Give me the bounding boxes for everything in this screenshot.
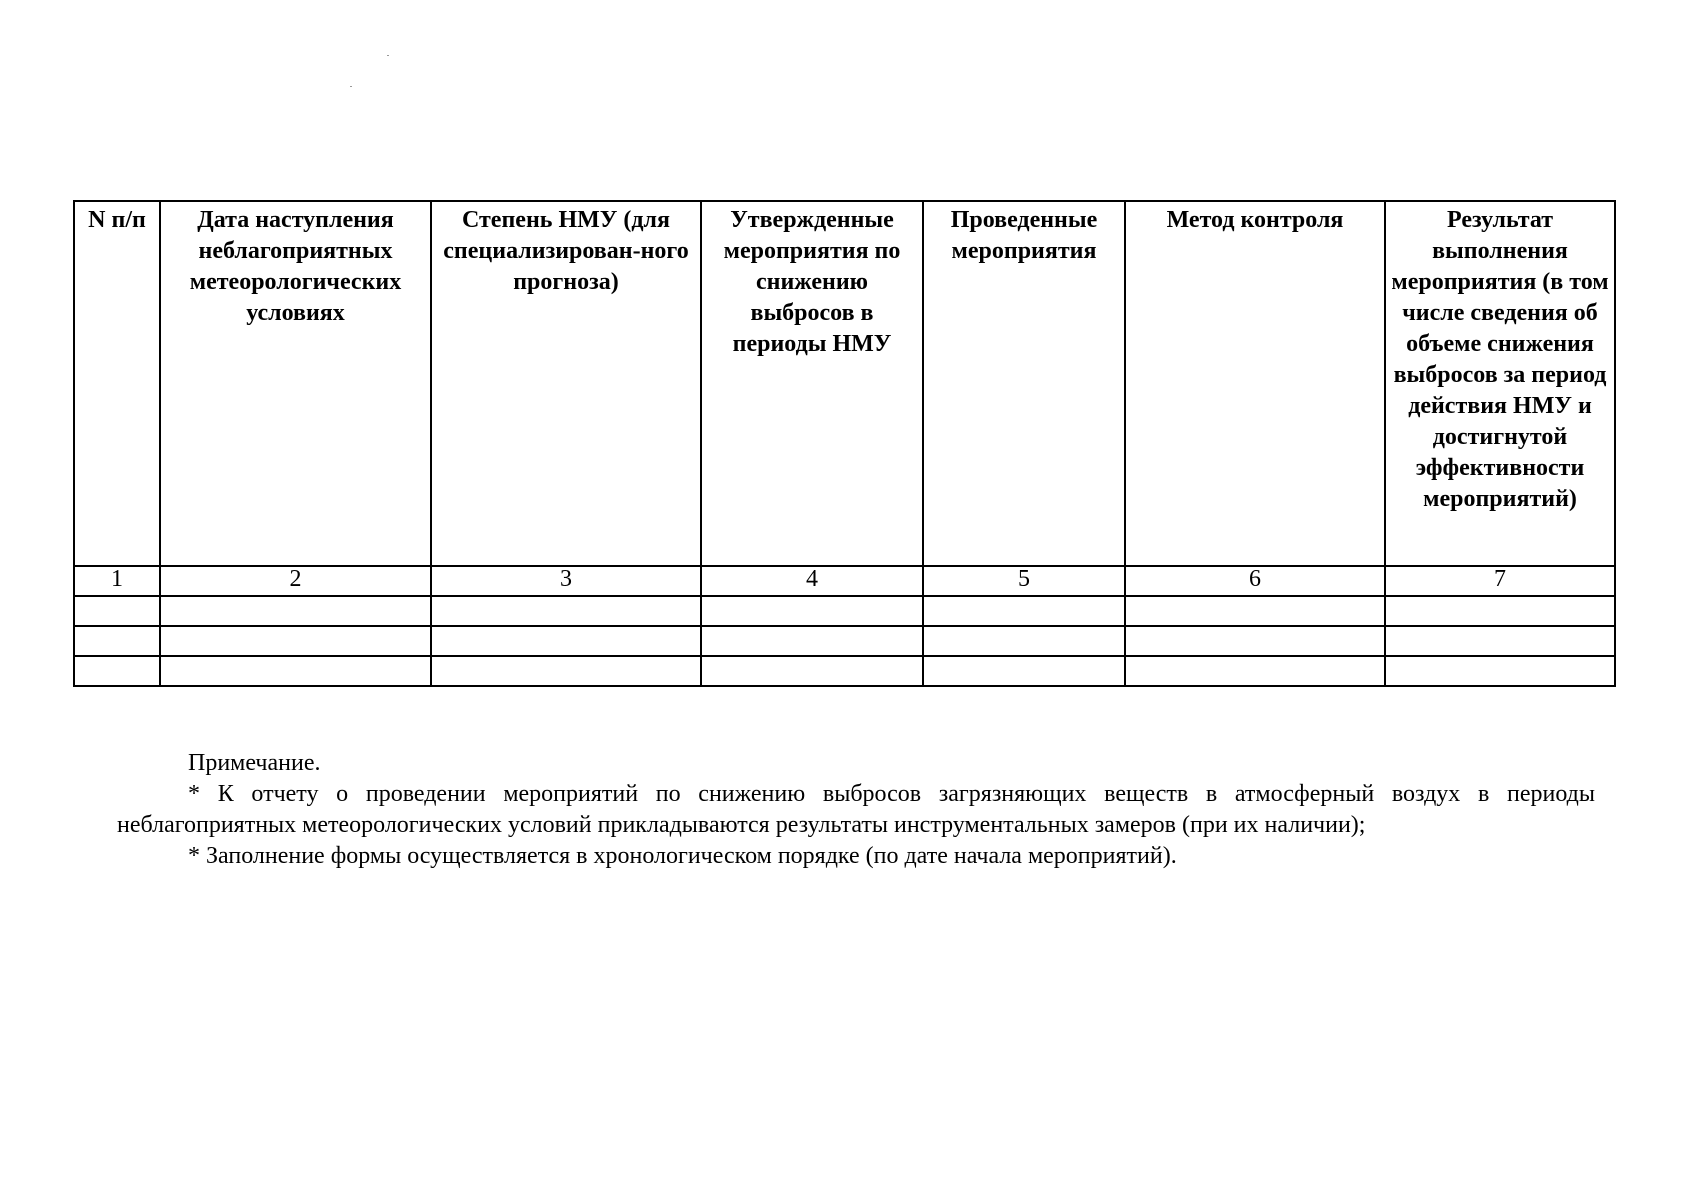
empty-table-row: [74, 656, 1615, 686]
empty-cell: [1125, 596, 1385, 626]
empty-cell: [1385, 656, 1615, 686]
header-cell-result: Результат выполнения мероприятия (в том числе сведения об объеме снижения выбросов за период действия НМУ и достигнутой эффективности мероприятий): [1385, 201, 1615, 566]
column-number: 7: [1385, 566, 1615, 596]
empty-cell: [923, 656, 1125, 686]
empty-cell: [1125, 626, 1385, 656]
empty-cell: [923, 626, 1125, 656]
empty-cell: [74, 656, 160, 686]
empty-cell: [74, 596, 160, 626]
report-table: [73, 200, 1616, 687]
empty-cell: [923, 596, 1125, 626]
header-cell-control-method: Метод контроля: [1125, 201, 1385, 566]
header-cell-conducted-measures: Проведенные мероприятия: [923, 201, 1125, 566]
column-number: 1: [74, 566, 160, 596]
empty-cell: [1385, 596, 1615, 626]
empty-cell: [74, 626, 160, 656]
empty-cell: [431, 596, 701, 626]
column-number: 5: [923, 566, 1125, 596]
empty-cell: [160, 656, 431, 686]
column-number: 2: [160, 566, 431, 596]
header-row: [74, 201, 1615, 566]
header-cell-degree: Степень НМУ (для специализирован-ного прогноза): [431, 201, 701, 566]
column-number: 6: [1125, 566, 1385, 596]
empty-cell: [701, 626, 923, 656]
empty-cell: [701, 596, 923, 626]
empty-cell: [431, 626, 701, 656]
empty-table-row: [74, 626, 1615, 656]
header-cell-date: Дата наступления неблагоприятных метеорологических условиях: [160, 201, 431, 566]
column-number: 3: [431, 566, 701, 596]
empty-cell: [431, 656, 701, 686]
empty-cell: [160, 596, 431, 626]
column-number-row: [74, 566, 1615, 596]
scan-speck: [387, 55, 389, 56]
note-title: Примечание.: [188, 750, 321, 776]
note-item: * Заполнение формы осуществляется в хронологическом порядке (по дате начала мероприятий).: [188, 843, 1177, 869]
empty-cell: [1125, 656, 1385, 686]
scan-speck: [350, 86, 352, 87]
header-cell-number: N п/п: [74, 201, 160, 566]
header-cell-approved-measures: Утвержденные мероприятия по снижению выбросов в периоды НМУ: [701, 201, 923, 566]
empty-cell: [701, 656, 923, 686]
note-block: [117, 748, 1595, 872]
empty-cell: [1385, 626, 1615, 656]
empty-cell: [160, 626, 431, 656]
note-item: * К отчету о проведении мероприятий по снижению выбросов загрязняющих веществ в атмосферный воздух в периоды неблагоприятных метеорологических условий прикладываются результаты инструментальных замеров (при их наличии);: [117, 781, 1595, 838]
column-number: 4: [701, 566, 923, 596]
empty-table-row: [74, 596, 1615, 626]
